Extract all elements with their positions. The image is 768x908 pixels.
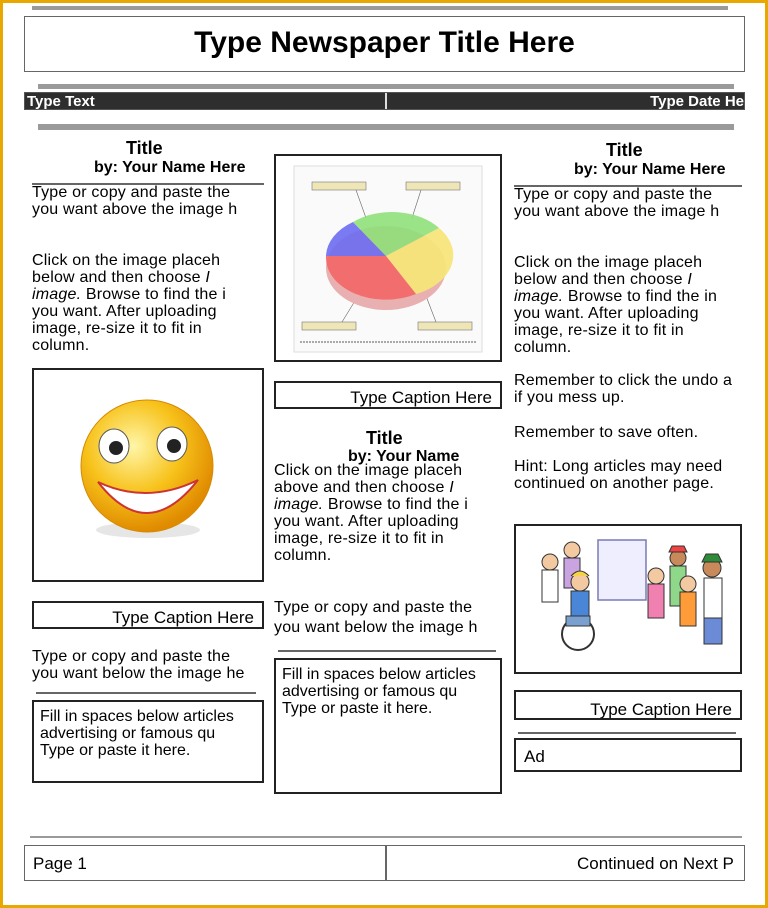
middle-article[interactable] — [274, 426, 502, 646]
text-line: you want above the image h — [514, 203, 720, 220]
right-article-byline: by: Your Name Here — [574, 161, 726, 178]
text-line: column. — [32, 337, 90, 354]
left-article-byline: by: Your Name Here — [94, 159, 246, 176]
text-line: Click on the image placeh — [514, 254, 703, 271]
left-fill-box[interactable] — [32, 700, 264, 783]
newspaper-title-box[interactable] — [24, 16, 745, 72]
header-rule-top — [38, 84, 734, 89]
ad-box[interactable]: Ad — [514, 738, 742, 772]
text-line: Click on the image placeh — [274, 462, 463, 479]
right-paragraph-3 — [514, 372, 732, 406]
left-paragraph-1 — [32, 184, 237, 218]
left-image-placeholder[interactable] — [32, 368, 264, 582]
right-underline — [514, 185, 742, 187]
text-line: image, re-size it to fit in — [274, 530, 444, 547]
header-info-bar[interactable] — [24, 92, 745, 110]
text-line: if you mess up. — [514, 389, 625, 406]
header-bar-divider — [385, 93, 387, 110]
right-ad-rule — [518, 732, 736, 734]
right-paragraph-1 — [514, 186, 719, 220]
pie-chart-image-placeholder[interactable] — [274, 154, 502, 362]
text-line: image, re-size it to fit in — [32, 320, 202, 337]
page-number[interactable]: Page 1 — [33, 854, 87, 873]
text-line: Type or copy and paste the — [32, 648, 231, 665]
right-image-placeholder[interactable] — [514, 524, 742, 674]
text-line: you want below the image h — [274, 619, 478, 636]
text-line: Type or paste it here. — [40, 742, 191, 759]
text-line: image. Browse to find the in — [514, 288, 718, 305]
left-underline — [32, 183, 264, 185]
right-article[interactable] — [514, 140, 744, 500]
continued-label[interactable]: Continued on Next P — [577, 854, 734, 873]
text-line: you want. After uploading — [32, 303, 217, 320]
text-line: Hint: Long articles may need — [514, 458, 723, 475]
children-classroom-image — [516, 526, 740, 672]
text-line: column. — [274, 547, 332, 564]
left-paragraph-2 — [32, 252, 226, 354]
left-paragraph-3[interactable] — [32, 648, 264, 684]
footer-rule — [30, 836, 742, 838]
text-line: Type or copy and paste the — [274, 599, 473, 616]
right-paragraph-4: Remember to save often. — [514, 424, 699, 441]
middle-paragraph-1 — [274, 462, 468, 564]
text-line: advertising or famous qu — [282, 683, 458, 700]
top-rule — [32, 6, 728, 10]
middle-article-byline: by: Your Name — [348, 448, 460, 465]
text-line: you want above the image h — [32, 201, 238, 218]
text-line: Type or paste it here. — [282, 700, 433, 717]
text-line: image, re-size it to fit in — [514, 322, 684, 339]
text-line: you want below the image he — [32, 665, 245, 682]
text-line: Type or copy and paste the — [32, 184, 231, 201]
middle-fill-box[interactable] — [274, 658, 502, 794]
middle-article-title: Title — [366, 428, 403, 448]
text-line: column. — [514, 339, 572, 356]
right-caption[interactable]: Type Caption Here — [514, 690, 742, 720]
middle-fill-rule — [278, 650, 496, 652]
text-line: Fill in spaces below articles — [282, 666, 476, 683]
right-article-title: Title — [606, 140, 643, 160]
header-rule-bottom — [38, 124, 734, 130]
text-line: below and then choose I — [32, 269, 211, 286]
text-line: Fill in spaces below articles — [40, 708, 234, 725]
text-line: continued on another page. — [514, 475, 715, 492]
footer-bar[interactable] — [24, 845, 745, 881]
newspaper-title: Type Newspaper Title Here — [194, 26, 575, 59]
text-line: image. Browse to find the i — [274, 496, 468, 513]
left-article[interactable] — [32, 138, 264, 358]
text-line: above and then choose I — [274, 479, 454, 496]
pie-chart-image — [276, 156, 500, 360]
middle-paragraph-2 — [274, 598, 478, 638]
text-line: below and then choose I — [514, 271, 693, 288]
text-line: you want. After uploading — [274, 513, 459, 530]
header-date-field[interactable]: Type Date He — [650, 93, 744, 110]
left-caption[interactable]: Type Caption Here — [32, 601, 264, 629]
text-line: Remember to click the undo a — [514, 372, 733, 389]
header-text-field[interactable]: Type Text — [27, 93, 95, 110]
text-line: Click on the image placeh — [32, 252, 221, 269]
text-line: you want. After uploading — [514, 305, 699, 322]
text-line: Type or copy and paste the — [514, 186, 713, 203]
middle-caption[interactable]: Type Caption Here — [274, 381, 502, 409]
footer-divider — [385, 846, 387, 880]
smiley-face-image — [34, 370, 262, 580]
right-paragraph-5 — [514, 458, 722, 492]
left-article-title: Title — [126, 138, 163, 158]
right-paragraph-2 — [514, 254, 717, 356]
left-fill-rule — [36, 692, 256, 694]
text-line: image. Browse to find the i — [32, 286, 226, 303]
text-line: advertising or famous qu — [40, 725, 216, 742]
